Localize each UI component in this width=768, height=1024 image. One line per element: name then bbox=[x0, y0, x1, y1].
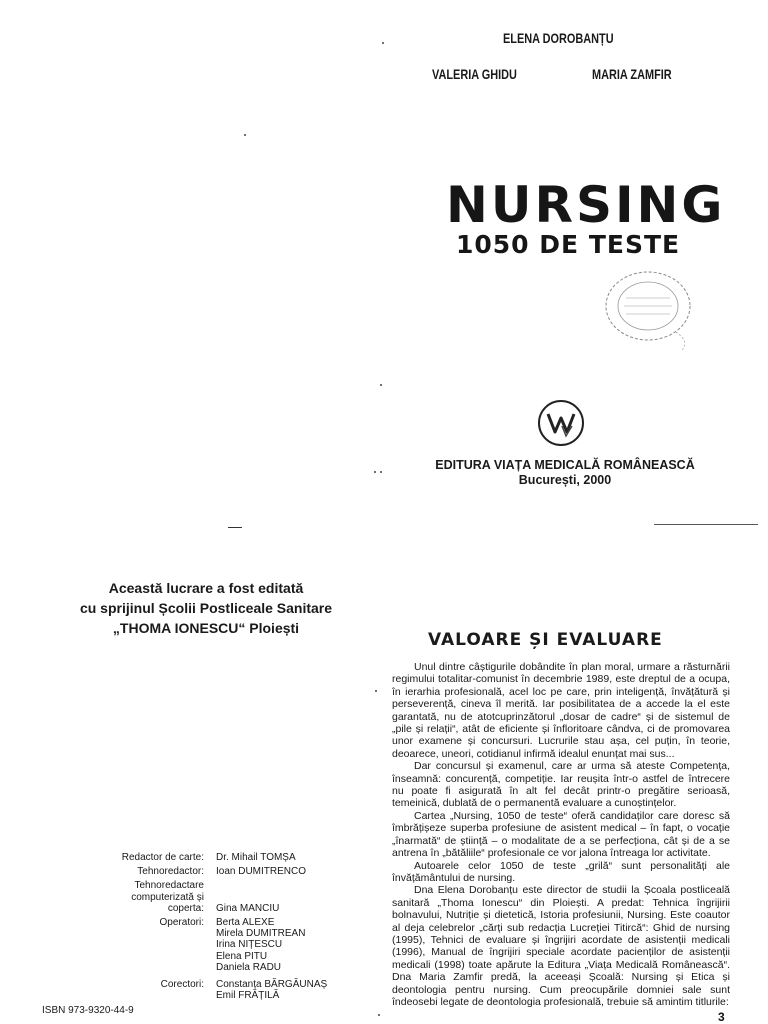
credit-name: Elena PITU bbox=[216, 950, 268, 962]
speck bbox=[382, 42, 384, 44]
divider-left bbox=[228, 527, 242, 528]
credit-label: Redactor de carte: bbox=[121, 852, 204, 863]
speck bbox=[244, 134, 246, 136]
library-stamp-icon bbox=[586, 262, 706, 354]
sponsor-note bbox=[36, 578, 376, 638]
author-valeria-ghidu: VALERIA GHIDU bbox=[432, 66, 517, 82]
credit-name: Berta ALEXE bbox=[216, 917, 275, 929]
paragraph: Dar concursul și examenul, care ar urma să ateste Competența, înseamnă: concurență, competiție. Iar reușita într-o astfel de întrecere nu poate fi asigurată în alt fel decât printr-o pregătire serioasă, temeinică, dublată de o permanentă evaluare a cunoștințelor. bbox=[392, 760, 730, 810]
credit-row-computer-typesetting bbox=[22, 880, 327, 914]
credit-name: Dr. Mihail TOMȘA bbox=[216, 852, 296, 863]
body-text bbox=[392, 661, 730, 1008]
credit-label: Tehnoredactor: bbox=[137, 866, 204, 878]
speck bbox=[380, 384, 382, 386]
author-maria-zamfir: MARIA ZAMFIR bbox=[592, 66, 672, 82]
speck bbox=[374, 471, 376, 473]
credit-name: Emil FRĂȚILĂ bbox=[216, 990, 280, 1002]
credit-name: Constanța BĂRGĂUNAȘ bbox=[216, 979, 328, 991]
credit-label-text: Tehnoredactare computerizată și coperta: bbox=[131, 880, 204, 914]
isbn: ISBN 973-9320-44-9 bbox=[42, 1005, 134, 1016]
publisher-block bbox=[420, 458, 710, 488]
credit-label bbox=[22, 880, 216, 914]
speck bbox=[378, 1014, 380, 1016]
paragraph: Autoarele celor 1050 de teste „grilă“ sunt personalități ale învățământului de nursing. bbox=[392, 859, 730, 884]
credit-label: Operatori: bbox=[159, 917, 204, 929]
page-number: 3 bbox=[718, 1010, 725, 1024]
credit-row-editor bbox=[22, 852, 327, 863]
credit-name: Daniela RADU bbox=[216, 961, 282, 973]
section-title: VALOARE ȘI EVALUARE bbox=[428, 630, 663, 650]
speck bbox=[380, 471, 382, 473]
speck bbox=[375, 690, 377, 692]
paragraph: Cartea „Nursing, 1050 de teste“ oferă candidaților care doresc să îmbrățișeze superba profesiune de asistent medical – în fapt, o vocație „înarmată“ de știință – o modalitate de a se perfecționa, cât și de a se antrena în „bătăliile“ profesionale ce vor jalona întreaga lor activitate. bbox=[392, 809, 730, 860]
paragraph: Unul dintre câștigurile dobândite în plan moral, urmare a răsturnării regimului totalitar-comunist în decembrie 1989, este dreptul de a ocupa, în ierarhia profesională, acel loc pe care, prin inteligență, învățătură și perseverență, cineva îl merită. Iar posibilitatea de a accede la el este garantată, nu de atotcuprinzătorul „dosar de cadre“ și de sistemul de „pile și relații“, atât de eficiente și înfloritoare cândva, ci de promovarea unor examene și concursuri. Lucrurile stau așa, cel puțin, în teorie, deoarece, uneori, cotidianul infirmă idealul enunțat mai sus... bbox=[392, 661, 730, 760]
book-subtitle: 1050 DE TESTE bbox=[456, 230, 681, 259]
sponsor-line-2: cu sprijinul Școlii Postliceale Sanitare bbox=[79, 600, 333, 616]
credits-block bbox=[22, 852, 327, 1001]
author-elena-dorobantu: ELENA DOROBANȚU bbox=[503, 30, 614, 46]
divider-right bbox=[654, 524, 758, 525]
credit-name: Gina MANCIU bbox=[216, 902, 280, 914]
publisher-place-year: București, 2000 bbox=[518, 473, 612, 487]
paragraph: Dna Elena Dorobanțu este director de studii la Școala postliceală sanitară „Thoma Ionescu“ din Ploiești. A predat: Tehnica îngrijirii bolnavului, Nutriție și dietetică, Istoria profesiunii, Nursing. Este coautor al deja celebrelor „cărți sub redacția Lucreției Titircă“: Ghid de nursing (1995), Tehnici de evaluare și îngrijiri acordate de asistenții medicali (1996), Manual de îngrijiri speciale acordate pacienților de asistenții medicali (1998) toate apărute la Editura „Viața Medicală Românească“. Dna Maria Zamfir predă, la aceeași Școală: Nursing și Etica și deontologia pentru nursing. Cum preocupările domniei sale sunt îndeosebi legate de deontologia profesională, trebuie să amintim titlurile: bbox=[392, 884, 730, 1008]
credit-row-typesetter bbox=[22, 866, 327, 877]
sponsor-line-3: „THOMA IONESCU“ Ploiești bbox=[112, 620, 300, 636]
book-title: NURSING bbox=[446, 176, 726, 234]
credit-row-proofreaders bbox=[22, 979, 327, 1001]
publisher-name: EDITURA VIAȚA MEDICALĂ ROMÂNEASCĂ bbox=[435, 458, 695, 472]
credit-name: Ioan DUMITRENCO bbox=[216, 866, 307, 878]
vmr-logo-icon bbox=[536, 398, 586, 448]
sponsor-line-1: Această lucrare a fost editată bbox=[108, 580, 304, 596]
credit-name: Irina NIȚESCU bbox=[216, 939, 283, 951]
credit-row-operators bbox=[22, 917, 327, 973]
credit-label: Corectori: bbox=[160, 979, 204, 991]
credit-name: Mirela DUMITREAN bbox=[216, 928, 306, 940]
